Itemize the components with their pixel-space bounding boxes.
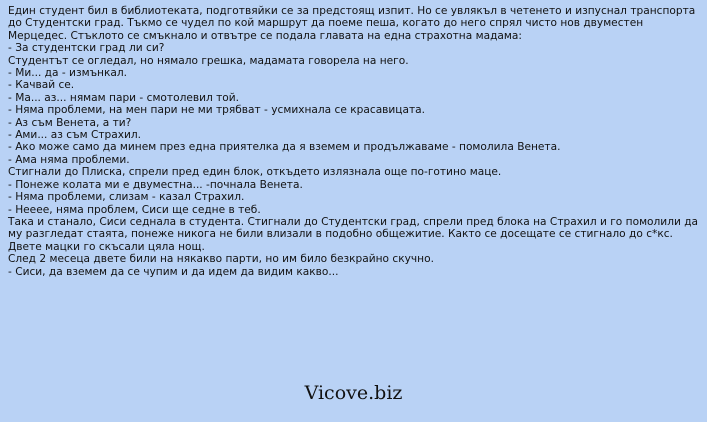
joke-line: Стигнали до Плиска, спрели пред един блок, откъдето излязнала още по-готино маце. [8, 166, 502, 179]
joke-line: - Качвай се. [8, 79, 75, 92]
joke-line: - Нееее, няма проблем, Сиси ще седне в теб. [8, 203, 261, 216]
joke-line: - Ако може само да минем през една приятелка да я вземем и продължаваме - помолила Венета. [8, 141, 561, 154]
site-watermark: Vicove.biz [304, 382, 403, 404]
joke-line: Един студент бил в библиотеката, подготвяйки се за предстоящ изпит. Но се увлякъл в четенето и изпуснал транспорта до Студентски град. Тъкмо се чудел по кой маршрут да поеме пеша, когато до него спрял чисто нов двуместен Мерцедес. Стъклото се смъкнало и отвътре се подала главата на една страхотна мадама: [8, 5, 696, 42]
joke-text [8, 5, 700, 278]
joke-line: - Ма... аз... нямам пари - смотолевил той. [8, 91, 240, 104]
joke-line: - Ми... да - измънкал. [8, 67, 128, 80]
joke-line: - Понеже колата ми е двуместна... -почнала Венета. [8, 178, 303, 191]
joke-line: - Сиси, да вземем да се чупим и да идем да видим какво... [8, 265, 339, 278]
joke-line: - Няма проблеми, на мен пари не ми трябват - усмихнала се красавицата. [8, 104, 426, 117]
joke-line: - За студентски град ли си? [8, 42, 165, 55]
joke-line: - Ама няма проблеми. [8, 153, 130, 166]
joke-line: След 2 месеца двете били на някакво парти, но им било безкрайно скучно. [8, 253, 434, 266]
joke-line: - Аз съм Венета, а ти? [8, 116, 132, 129]
joke-line: Студентът се огледал, но нямало грешка, мадамата говорела на него. [8, 54, 409, 67]
joke-line: Така и станало, Сиси седнала в студента. Стигнали до Студентски град, спрели пред блока на Страхил и го помолили да му разгледат стаята, понеже никога не били влизали в подобно общежитие. Както се досещате се стигнало до с*кс. Двете мацки го скъсали цяла нощ. [8, 215, 699, 253]
joke-line: - Няма проблеми, слизам - казал Страхил. [8, 191, 245, 204]
joke-line: - Ами... аз съм Страхил. [8, 129, 142, 142]
